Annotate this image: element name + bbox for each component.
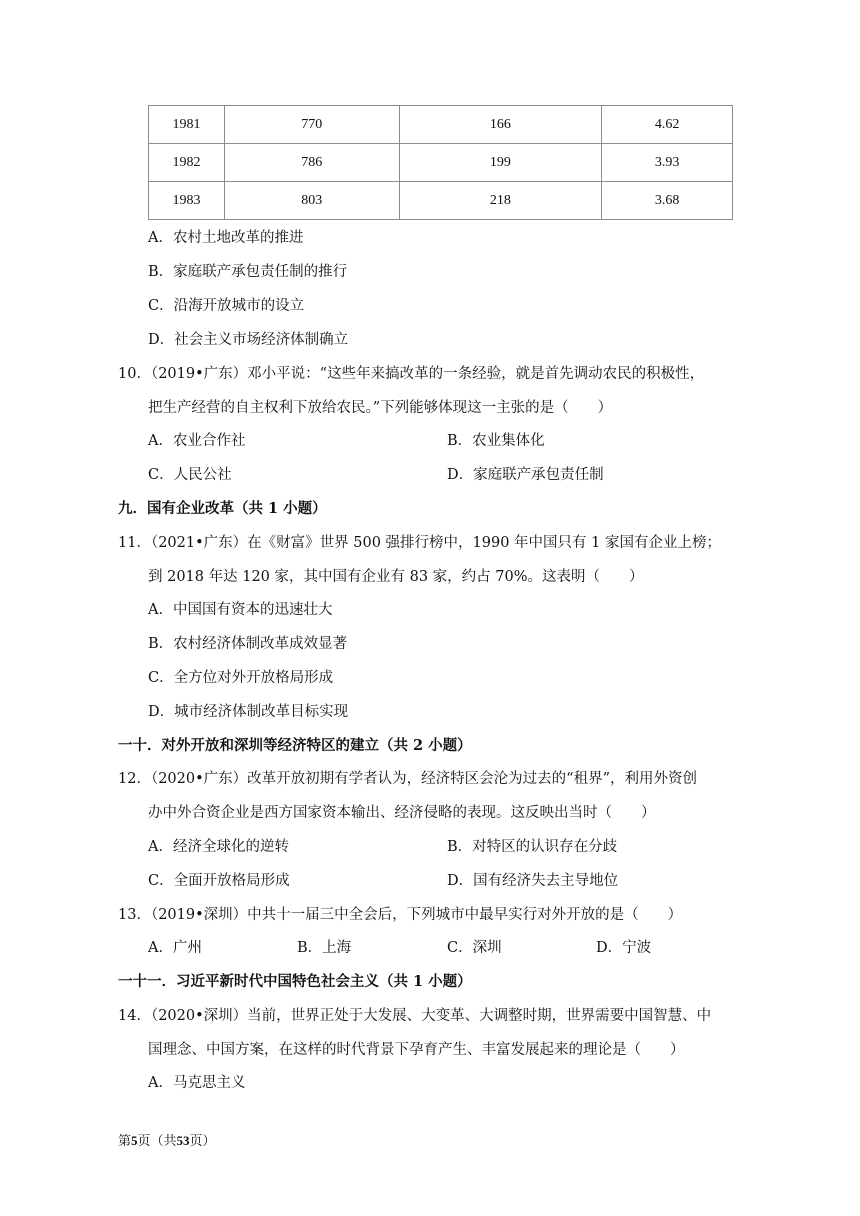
q10-option-a: A．农业合作社 bbox=[148, 433, 246, 449]
page-footer bbox=[118, 1130, 216, 1149]
table-cell: 803 bbox=[224, 182, 399, 220]
table-cell: 786 bbox=[224, 144, 399, 182]
table-cell: 3.93 bbox=[602, 144, 733, 182]
q10-stem-line1: 10．（2019•广东）邓小平说：“这些年来搞改革的一条经验，就是首先调动农民的积极性， bbox=[118, 366, 705, 382]
q11-stem-line1: 11．（2021•广东）在《财富》世界 500 强排行榜中，1990 年中国只有 1 家国有企业上榜； bbox=[118, 535, 722, 551]
q12-stem-line1: 12．（2020•广东）改革开放初期有学者认为，经济特区会沦为过去的“租界”，利用外资创 bbox=[118, 771, 697, 787]
q13-option-a: A．广州 bbox=[148, 940, 202, 956]
q13-stem: 13．（2019•深圳）中共十一届三中全会后，下列城市中最早实行对外开放的是（ ） bbox=[118, 907, 683, 923]
table-cell: 218 bbox=[399, 182, 602, 220]
section-heading: 九．国有企业改革（共 1 小题） bbox=[118, 500, 327, 517]
table-cell: 1983 bbox=[149, 182, 225, 220]
table-cell: 199 bbox=[399, 144, 602, 182]
q11-option-a: A．中国国有资本的迅速壮大 bbox=[148, 602, 333, 618]
q14-stem-line1: 14．（2020•深圳）当前，世界正处于大发展、大变革、大调整时期，世界需要中国智慧、中 bbox=[118, 1008, 712, 1024]
q10-option-c: C．人民公社 bbox=[148, 467, 232, 483]
q9-option-d: D．社会主义市场经济体制确立 bbox=[148, 332, 349, 348]
table-row bbox=[149, 144, 733, 182]
q11-option-c: C．全方位对外开放格局形成 bbox=[148, 670, 334, 686]
footer-prefix: 第 bbox=[118, 1134, 132, 1149]
q14-stem-line2: 国理念、中国方案，在这样的时代背景下孕育产生、丰富发展起来的理论是（ ） bbox=[148, 1042, 685, 1058]
q11-option-b: B．农村经济体制改革成效显著 bbox=[148, 636, 348, 652]
q14-option-a: A．马克思主义 bbox=[148, 1075, 246, 1091]
footer-total-pages: 53 bbox=[176, 1133, 190, 1148]
footer-suffix: 页） bbox=[189, 1134, 216, 1149]
table-row bbox=[149, 182, 733, 220]
q10-option-b: B．农业集体化 bbox=[447, 433, 545, 449]
q9-option-b: B．家庭联产承包责任制的推行 bbox=[148, 264, 348, 280]
q11-option-d: D．城市经济体制改革目标实现 bbox=[148, 704, 349, 720]
q12-option-b: B．对特区的认识存在分歧 bbox=[447, 839, 618, 855]
section-heading: 一十．对外开放和深圳等经济特区的建立（共 2 小题） bbox=[118, 737, 472, 754]
section-heading: 一十一．习近平新时代中国特色社会主义（共 1 小题） bbox=[118, 973, 472, 990]
q10-stem-line2: 把生产经营的自主权利下放给农民。”下列能够体现这一主张的是（ ） bbox=[148, 400, 613, 416]
table-cell: 1981 bbox=[149, 106, 225, 144]
q13-option-b: B．上海 bbox=[297, 940, 352, 956]
data-table bbox=[148, 105, 733, 220]
table-cell: 1982 bbox=[149, 144, 225, 182]
q13-option-c: C．深圳 bbox=[447, 940, 502, 956]
q9-option-a: A．农村土地改革的推进 bbox=[148, 230, 304, 246]
table-cell: 770 bbox=[224, 106, 399, 144]
footer-mid: 页（共 bbox=[137, 1134, 177, 1149]
q12-option-a: A．经济全球化的逆转 bbox=[148, 839, 289, 855]
table-row bbox=[149, 106, 733, 144]
q9-option-c: C．沿海开放城市的设立 bbox=[148, 298, 305, 314]
footer-page-number: 5 bbox=[131, 1133, 138, 1148]
table-cell: 166 bbox=[399, 106, 602, 144]
table-cell: 3.68 bbox=[602, 182, 733, 220]
q12-option-d: D．国有经济失去主导地位 bbox=[447, 873, 619, 889]
q11-stem-line2: 到 2018 年达 120 家，其中国有企业有 83 家，约占 70%。这表明（ ） bbox=[148, 569, 644, 585]
q10-option-d: D．家庭联产承包责任制 bbox=[447, 467, 604, 483]
q12-stem-line2: 办中外合资企业是西方国家资本输出、经济侵略的表现。这反映出当时（ ） bbox=[148, 805, 656, 821]
q12-option-c: C．全面开放格局形成 bbox=[148, 873, 290, 889]
q13-option-d: D．宁波 bbox=[596, 940, 652, 956]
table-cell: 4.62 bbox=[602, 106, 733, 144]
